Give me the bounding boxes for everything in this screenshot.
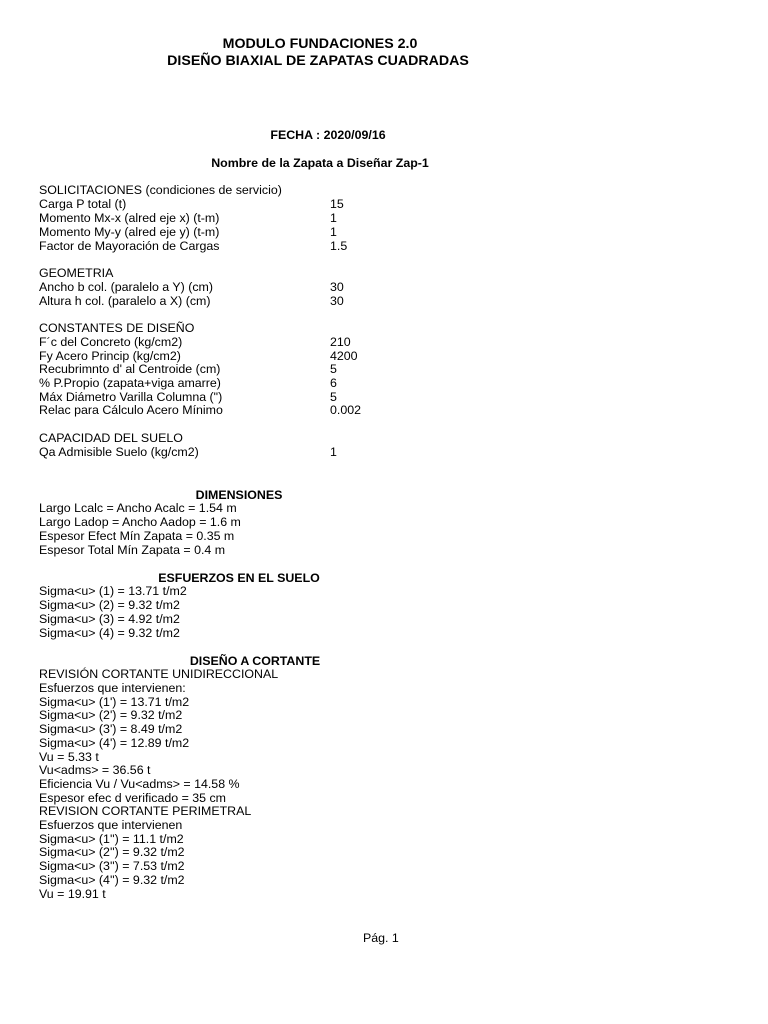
result-line: Sigma<u> (3) = 4.92 t/m2: [39, 612, 180, 626]
result-line: Esfuerzos que intervienen: [39, 818, 183, 832]
input-value: 4200: [330, 349, 358, 363]
result-line: Sigma<u> (4'') = 9.32 t/m2: [39, 873, 185, 887]
input-label: Momento Mx-x (alred eje x) (t-m): [39, 211, 220, 225]
result-line: Largo Ladop = Ancho Aadop = 1.6 m: [39, 515, 241, 529]
input-label: Ancho b col. (paralelo a Y) (cm): [39, 280, 214, 294]
input-value: 1: [330, 211, 337, 225]
section-heading-geometria: GEOMETRIA: [39, 266, 114, 280]
result-line: Sigma<u> (4) = 9.32 t/m2: [39, 626, 180, 640]
section-heading-cortante: DISEÑO A CORTANTE: [189, 654, 321, 668]
input-label: Carga P total (t): [39, 197, 127, 211]
result-line: Sigma<u> (1'') = 11.1 t/m2: [39, 832, 184, 846]
input-value: 1.5: [330, 239, 348, 253]
input-value: 5: [330, 390, 337, 404]
result-line: Largo Lcalc = Ancho Acalc = 1.54 m: [39, 501, 237, 515]
input-value: 1: [330, 445, 337, 459]
result-line: Eficiencia Vu / Vu<adms> = 14.58 %: [39, 777, 240, 791]
result-line: Vu = 19.91 t: [39, 887, 106, 901]
result-line: Sigma<u> (3'') = 7.53 t/m2: [39, 859, 185, 873]
result-line: Espesor Total Mín Zapata = 0.4 m: [39, 543, 226, 557]
result-line: Sigma<u> (1) = 13.71 t/m2: [39, 584, 187, 598]
input-value: 0.002: [330, 403, 362, 417]
result-line: Sigma<u> (2) = 9.32 t/m2: [39, 598, 180, 612]
input-value: 5: [330, 362, 337, 376]
result-line: Espesor Efect Mín Zapata = 0.35 m: [39, 529, 235, 543]
input-value: 1: [330, 225, 337, 239]
input-label: F´c del Concreto (kg/cm2): [39, 335, 183, 349]
result-line: Sigma<u> (4') = 12.89 t/m2: [39, 736, 190, 750]
input-label: Fy Acero Princip (kg/cm2): [39, 349, 181, 363]
result-line: Sigma<u> (3') = 8.49 t/m2: [39, 722, 183, 736]
input-label: Recubrimnto d' al Centroide (cm): [39, 362, 221, 376]
result-line: Sigma<u> (2') = 9.32 t/m2: [39, 708, 183, 722]
section-heading-constantes: CONSTANTES DE DISEÑO: [39, 321, 195, 335]
input-label: Qa Admisible Suelo (kg/cm2): [39, 445, 199, 459]
zapata-name-line: Nombre de la Zapata a Diseñar Zap-1: [211, 156, 429, 170]
result-line: Espesor efec d verificado = 35 cm: [39, 791, 226, 805]
section-heading-esfuerzos: ESFUERZOS EN EL SUELO: [158, 571, 320, 585]
result-line: Vu = 5.33 t: [39, 750, 99, 764]
page-number: Pág. 1: [363, 931, 399, 945]
result-line: Vu<adms> = 36.56 t: [39, 763, 151, 777]
document-subtitle: DISEÑO BIAXIAL DE ZAPATAS CUADRADAS: [167, 53, 469, 69]
result-line: REVISION CORTANTE PERIMETRAL: [39, 804, 252, 818]
input-label: Máx Diámetro Varilla Columna ("): [39, 390, 223, 404]
section-heading-suelo: CAPACIDAD DEL SUELO: [39, 431, 183, 445]
input-label: % P.Propio (zapata+viga amarre): [39, 376, 221, 390]
result-line: Esfuerzos que intervienen:: [39, 681, 186, 695]
input-value: 15: [330, 197, 344, 211]
input-label: Altura h col. (paralelo a X) (cm): [39, 294, 211, 308]
fecha-line: FECHA : 2020/09/16: [270, 128, 386, 142]
section-heading-dimensiones: DIMENSIONES: [195, 488, 283, 502]
input-value: 30: [330, 280, 344, 294]
input-value: 210: [330, 335, 351, 349]
input-label: Relac para Cálculo Acero Mínimo: [39, 403, 223, 417]
input-value: 6: [330, 376, 337, 390]
document-title: MODULO FUNDACIONES 2.0: [222, 36, 418, 52]
result-line: Sigma<u> (1') = 13.71 t/m2: [39, 695, 190, 709]
input-label: Momento My-y (alred eje y) (t-m): [39, 225, 220, 239]
input-label: Factor de Mayoración de Cargas: [39, 239, 220, 253]
result-line: REVISIÓN CORTANTE UNIDIRECCIONAL: [39, 667, 279, 681]
result-line: Sigma<u> (2'') = 9.32 t/m2: [39, 845, 185, 859]
section-heading-solicitaciones: SOLICITACIONES (condiciones de servicio): [39, 183, 282, 197]
input-value: 30: [330, 294, 344, 308]
